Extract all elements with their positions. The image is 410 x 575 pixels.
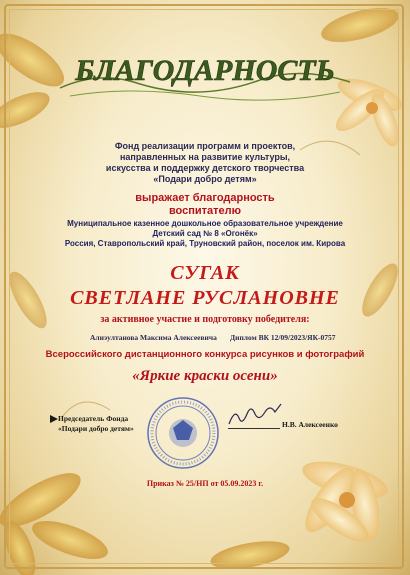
gratitude-line: воспитателю [168, 205, 242, 217]
contest-type: Всероссийского дистанционного конкурса рисунков и фотографий [45, 349, 365, 360]
chairman-line: «Подари добро детям» [58, 424, 134, 433]
chairman-line: Председатель Фонда [58, 414, 129, 423]
stamp-seal [146, 396, 220, 470]
contest-name: «Яркие краски осени» [132, 368, 278, 384]
page-title: БЛАГОДАРНОСТЬ [75, 54, 335, 87]
diploma-number: Диплом ВК 12/09/2023/ЯК-0757 [230, 333, 336, 342]
signer-name: Н.В. Алексеенко [282, 420, 338, 429]
chairman-position [58, 414, 134, 434]
fund-line: искусства и поддержку детского творчества [105, 163, 305, 173]
fund-line: Фонд реализации программ и проектов, [114, 141, 296, 151]
reason-text: за активное участие и подготовку победителя: [100, 314, 310, 325]
fund-description [0, 141, 410, 185]
organization-line: Россия, Ставропольский край, Труновский район, поселок им. Кирова [64, 239, 346, 248]
title-banner [50, 46, 360, 104]
gratitude-text [55, 192, 355, 218]
organization-line: Муниципальное казенное дошкольное образовательное учреждение [67, 219, 343, 228]
winner-name: Алиэултанова Максима Алексеевича [90, 333, 217, 342]
recipient-surname: СУГАК [170, 262, 240, 284]
recipient-name: СВЕТЛАНЕ РУСЛАНОВНЕ [70, 287, 340, 309]
organization-line: Детский сад № 8 «Огонёк» [152, 229, 258, 238]
fund-line: направленных на развитие культуры, [119, 152, 291, 162]
gratitude-line: выражает благодарность [135, 192, 275, 204]
order-reference: Приказ № 25/НП от 05.09.2023 г. [146, 479, 264, 488]
organization [0, 219, 410, 249]
bullet-arrow-icon [50, 415, 58, 423]
signature-line [228, 428, 280, 429]
fund-line: «Подари добро детям» [153, 174, 257, 184]
